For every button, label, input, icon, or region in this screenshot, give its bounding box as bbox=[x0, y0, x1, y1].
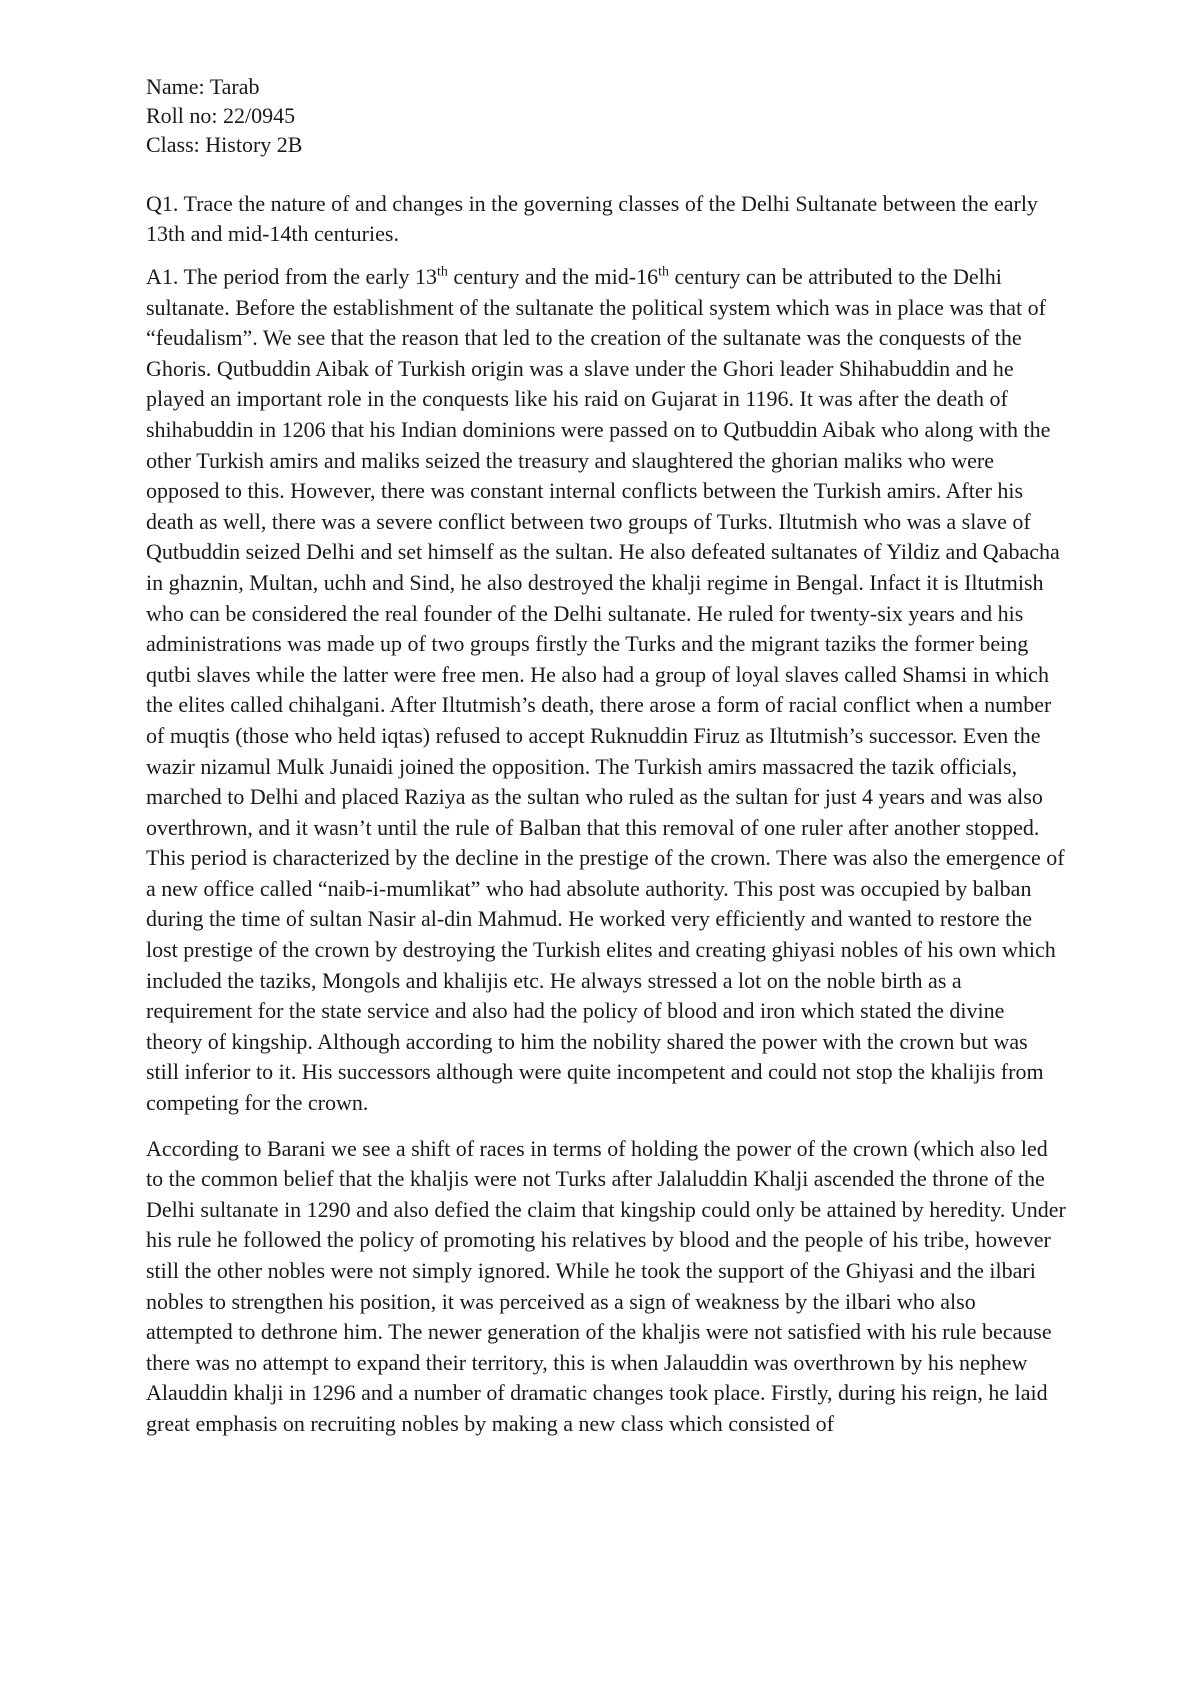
document-body bbox=[146, 72, 1066, 1440]
superscript-ordinal: th bbox=[437, 264, 448, 280]
roll-number: Roll no: 22/0945 bbox=[146, 103, 296, 128]
superscript-ordinal: th bbox=[658, 264, 669, 280]
class-label: Class: History 2B bbox=[146, 132, 303, 157]
answer-text-part: century can be attributed to the Delhi sultanate. Before the establishment of the sultanate the political system which was in place was that of “feudalism”. We see that the reason that led to the creation of the sultanate was the conquests of the Ghoris. Qutbuddin Aibak of Turkish origin was a slave under the Ghori leader Shihabuddin and he played an important role in the conquests like his raid on Gujarat in 1196. It was after the death of shihabuddin in 1206 that his Indian dominions were passed on to Qutbuddin Aibak who along with the other Turkish amirs and maliks seized the treasury and slaughtered the ghorian maliks who were opposed to this. However, there was constant internal conflicts between the Turkish amirs. After his death as well, there was a severe conflict between two groups of Turks. Iltutmish who was a slave of Qutbuddin seized Delhi and set himself as the sultan. He also defeated sultanates of Yildiz and Qabacha in ghaznin, Multan, uchh and Sind, he also destroyed the khalji regime in Bengal. Infact it is Iltutmish who can be considered the real founder of the Delhi sultanate. He ruled for twenty-six years and his administrations was made up of two groups firstly the Turks and the migrant taziks the former being qutbi slaves while the latter were free men. He also had a group of loyal slaves called Shamsi in which the elites called chihalgani. After Iltutmish’s death, there arose a form of racial conflict when a number of muqtis (those who held iqtas) refused to accept Ruknuddin Firuz as Iltutmish’s successor. Even the wazir nizamul Mulk Junaidi joined the opposition. The Turkish amirs massacred the tazik officials, marched to Delhi and placed Raziya as the sultan who ruled as the sultan for just 4 years and was also overthrown, and it wasn’t until the rule of Balban that this removal of one ruler after another stopped. This period is characterized by the decline in the prestige of the crown. There was also the emergence of a new office called “naib-i-mumlikat” who had absolute authority. This post was occupied by balban during the time of sultan Nasir al-din Mahmud. He worked very efficiently and wanted to restore the lost prestige of the crown by destroying the Turkish elites and creating ghiyasi nobles of his own which included the taziks, Mongols and khalijis etc. He always stressed a lot on the noble birth as a requirement for the state service and also had the policy of blood and iron which stated the divine theory of kingship. Although according to him the nobility shared the power with the crown but was still inferior to it. His successors although were quite incompetent and could not stop the khalijis from competing for the crown. bbox=[146, 264, 1065, 1116]
answer-paragraph-1 bbox=[146, 262, 1066, 1119]
question-text: Q1. Trace the nature of and changes in the governing classes of the Delhi Sultanate between the early 13th and mid-14th centuries. bbox=[146, 191, 1038, 246]
student-name: Name: Tarab bbox=[146, 74, 260, 99]
answer-text-part: century and the mid-16 bbox=[447, 264, 659, 289]
answer-text-part: A1. The period from the early 13 bbox=[146, 264, 438, 289]
answer-paragraph-2: According to Barani we see a shift of races in terms of holding the power of the crown (which also led to the common belief that the khaljis were not Turks after Jalaluddin Khalji ascended the throne of the Delhi sultanate in 1290 and also defied the claim that kingship could only be attained by heredity. Under his rule he followed the policy of promoting his relatives by blood and the people of his tribe, however still the other nobles were not simply ignored. While he took the support of the Ghiyasi and the ilbari nobles to strengthen his position, it was perceived as a sign of weakness by the ilbari who also attempted to dethrone him. The newer generation of the khaljis were not satisfied with his rule because there was no attempt to expand their territory, this is when Jalauddin was overthrown by his nephew Alauddin khalji in 1296 and a number of dramatic changes took place. Firstly, during his reign, he laid great emphasis on recruiting nobles by making a new class which consisted of bbox=[146, 1135, 1066, 1436]
